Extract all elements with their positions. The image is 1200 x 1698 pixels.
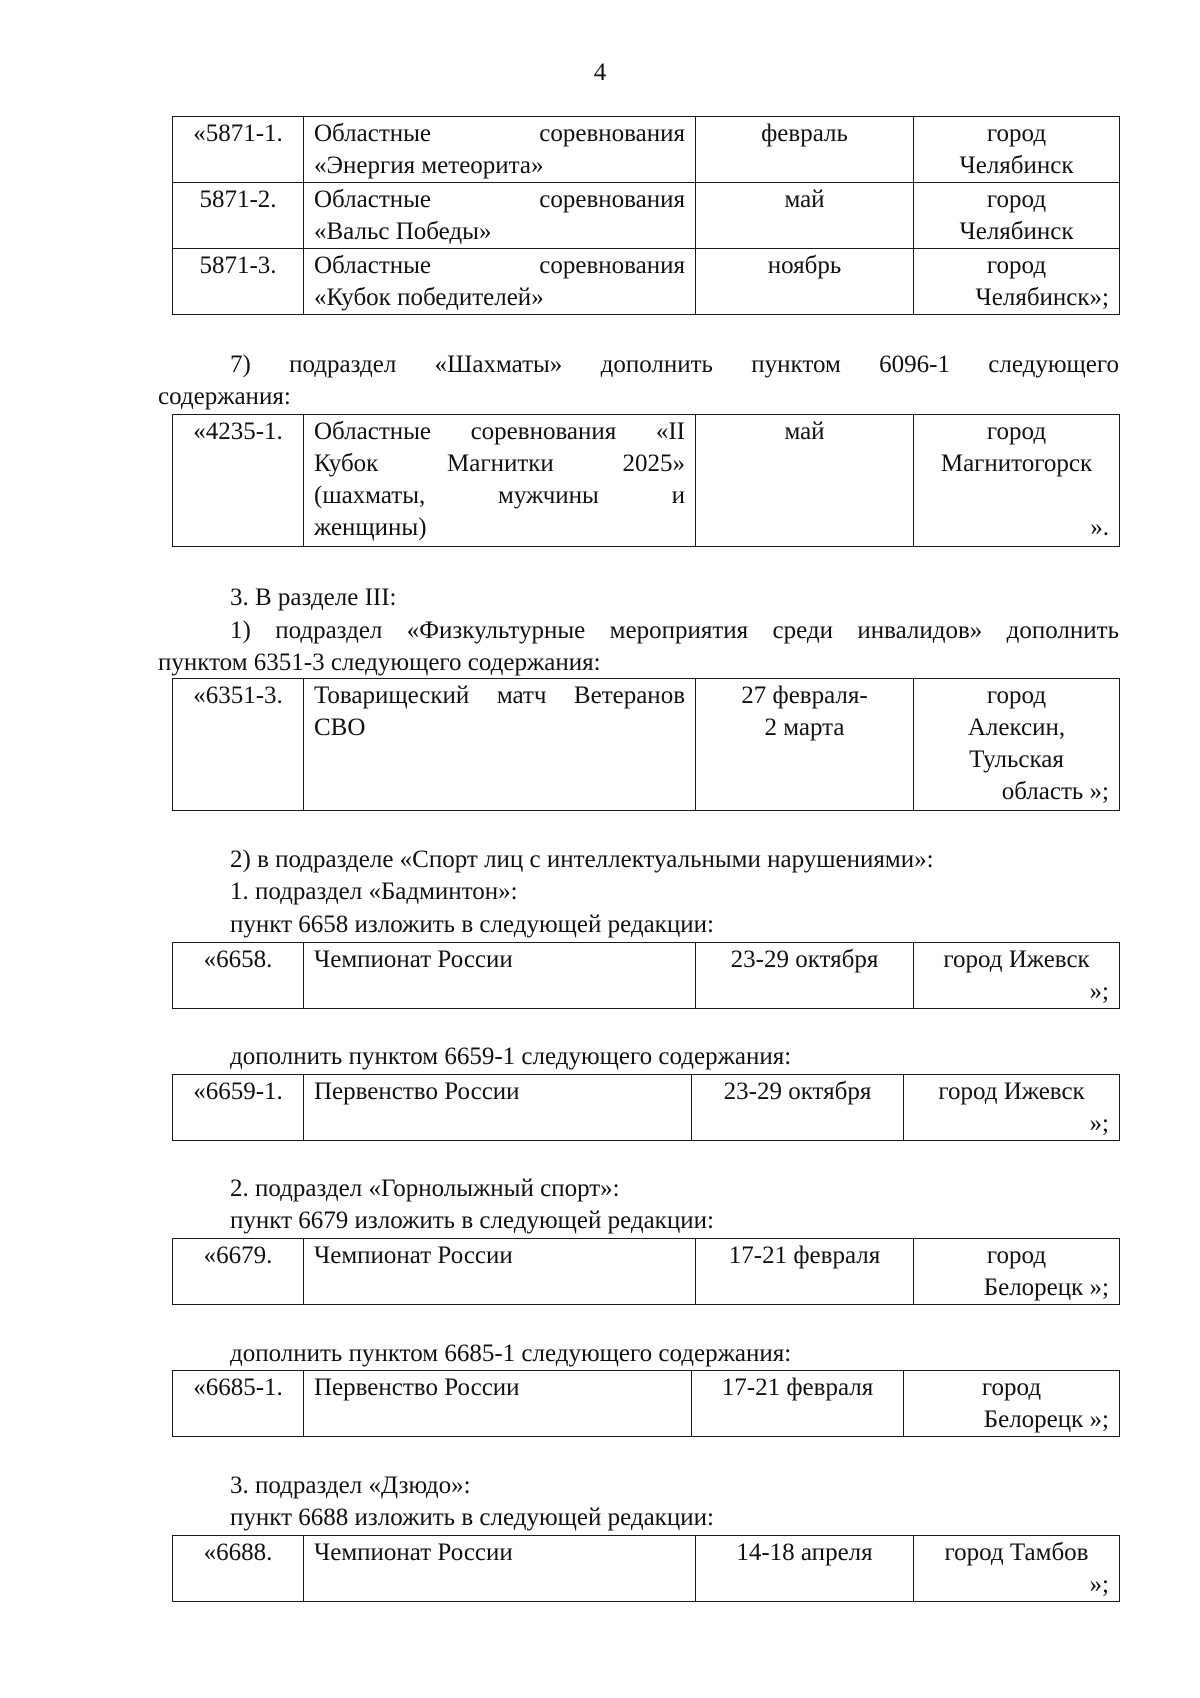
table-row: [173, 1075, 1120, 1141]
event-place: город Ижевск »;: [904, 1075, 1120, 1141]
event-date: май: [696, 415, 914, 547]
item-number: «6659-1.: [173, 1075, 304, 1141]
section-3-item1-line2: пунктом 6351-3 следующего содержания:: [158, 649, 601, 676]
event-name: Первенство России: [304, 1371, 692, 1437]
item-number: «6688.: [173, 1536, 304, 1602]
event-date: 14-18 апреля: [696, 1536, 914, 1602]
event-date: 23-29 октября: [696, 943, 914, 1009]
event-place: город Белорецк »;: [914, 1239, 1120, 1305]
paragraph-7-line2: содержания:: [158, 383, 291, 410]
event-date: 23-29 октября: [692, 1075, 904, 1141]
event-name: Областные соревнования «Энергия метеорита»: [304, 117, 696, 183]
event-name: Товарищеский матч Ветеранов СВО: [304, 679, 696, 811]
event-place: город Белорецк »;: [904, 1371, 1120, 1437]
item-2-line1: 2) в подразделе «Спорт лиц с интеллектуальными нарушениями»:: [230, 846, 934, 873]
events-table-4235: [172, 414, 1120, 547]
item-number: «6351-3.: [173, 679, 304, 811]
events-table-6679: [172, 1238, 1120, 1305]
events-table-6351: [172, 678, 1120, 811]
event-place: город Магнитогорск ».: [914, 415, 1120, 547]
event-place: город Алексин, Тульская область »;: [914, 679, 1120, 811]
events-table-5871: [172, 116, 1120, 315]
events-table-6658: [172, 942, 1120, 1009]
event-place: город Челябинск: [914, 117, 1120, 183]
event-date: 17-21 февраля: [692, 1371, 904, 1437]
table-row: [173, 183, 1120, 249]
item-number: «5871-1.: [173, 117, 304, 183]
table-row: [173, 1371, 1120, 1437]
event-place: город Ижевск »;: [914, 943, 1120, 1009]
table-row: [173, 1239, 1120, 1305]
event-name: Чемпионат России: [304, 1536, 696, 1602]
event-name: Чемпионат России: [304, 1239, 696, 1305]
sub-3-line2: пункт 6688 изложить в следующей редакции:: [230, 1504, 714, 1531]
event-name: Областные соревнования «II Кубок Магнитки 2025» (шахматы, мужчины и женщины): [304, 415, 696, 547]
item-number: «6658.: [173, 943, 304, 1009]
item-2-line3: пункт 6658 изложить в следующей редакции:: [230, 911, 714, 938]
event-name: Областные соревнования «Кубок победителей»: [304, 249, 696, 315]
events-table-6659: [172, 1074, 1120, 1141]
sub-2-line2: пункт 6679 изложить в следующей редакции:: [230, 1207, 714, 1234]
event-date: 27 февраля- 2 марта: [696, 679, 914, 811]
add-6685-text: дополнить пунктом 6685-1 следующего содержания:: [230, 1340, 792, 1367]
event-name: Чемпионат России: [304, 943, 696, 1009]
section-3-item1-line1: 1) подраздел «Физкультурные мероприятия среди инвалидов» дополнить: [230, 617, 1119, 644]
events-table-6688: [172, 1535, 1120, 1602]
table-row: [173, 415, 1120, 547]
event-place: город Челябинск: [914, 183, 1120, 249]
add-6659-text: дополнить пунктом 6659-1 следующего содержания:: [230, 1043, 792, 1070]
table-row: [173, 1536, 1120, 1602]
page-number: 4: [593, 59, 607, 86]
table-row: [173, 249, 1120, 315]
item-number: «6685-1.: [173, 1371, 304, 1437]
section-3-title: 3. В разделе III:: [230, 584, 397, 611]
event-date: май: [696, 183, 914, 249]
event-name: Первенство России: [304, 1075, 692, 1141]
item-number: «4235-1.: [173, 415, 304, 547]
paragraph-7-line1: 7) подраздел «Шахматы» дополнить пунктом 6096-1 следующего: [230, 351, 1119, 378]
table-row: [173, 117, 1120, 183]
item-number: «6679.: [173, 1239, 304, 1305]
table-row: [173, 943, 1120, 1009]
event-date: февраль: [696, 117, 914, 183]
item-number: 5871-2.: [173, 183, 304, 249]
item-2-line2: 1. подраздел «Бадминтон»:: [230, 878, 518, 905]
event-date: ноябрь: [696, 249, 914, 315]
events-table-6685: [172, 1370, 1120, 1437]
sub-2-line1: 2. подраздел «Горнолыжный спорт»:: [230, 1175, 620, 1202]
event-place: город Челябинск»;: [914, 249, 1120, 315]
event-date: 17-21 февраля: [696, 1239, 914, 1305]
table-row: [173, 679, 1120, 811]
item-number: 5871-3.: [173, 249, 304, 315]
event-name: Областные соревнования «Вальс Победы»: [304, 183, 696, 249]
event-place: город Тамбов »;: [914, 1536, 1120, 1602]
sub-3-line1: 3. подраздел «Дзюдо»:: [230, 1472, 471, 1499]
